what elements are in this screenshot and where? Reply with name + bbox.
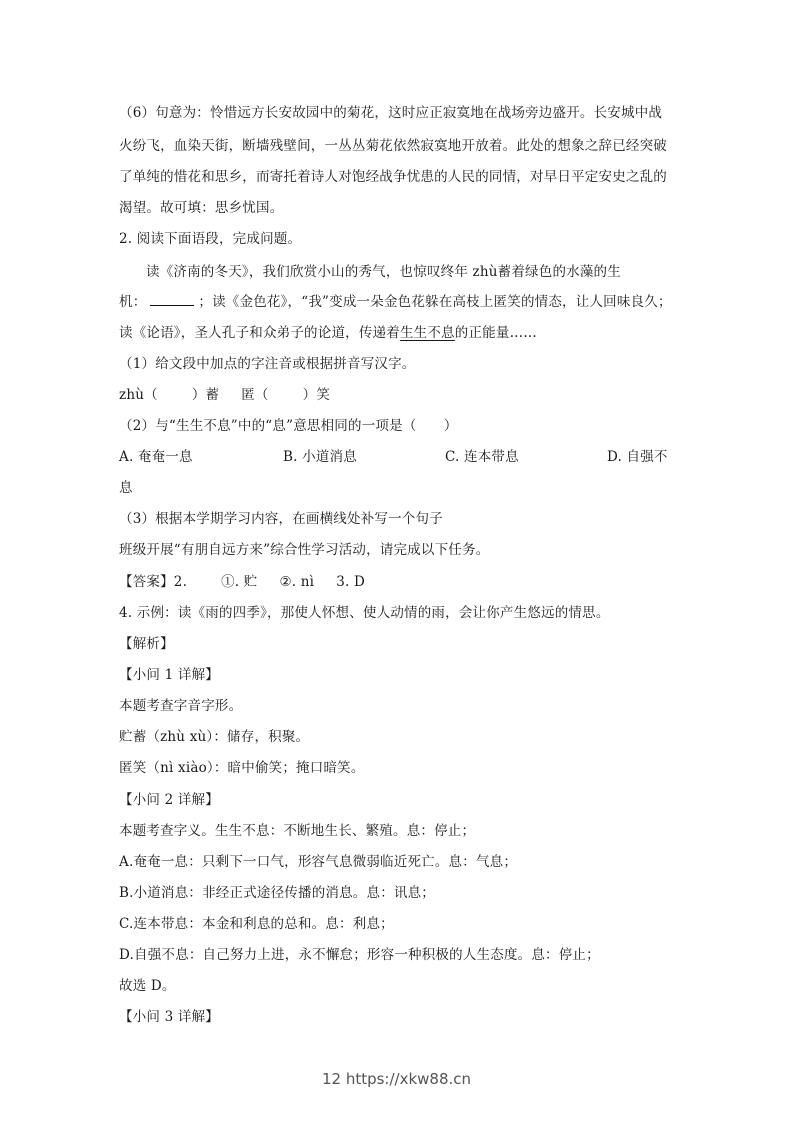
passage-line-3-pre: 读《论语》，圣人孔子和众弟子的论道，传递着 <box>119 325 400 341</box>
q3-header: 【小问 3 详解】 <box>119 1009 219 1025</box>
sub-question-1-blanks <box>119 386 679 404</box>
option-b: B. 小道消息 <box>283 449 357 465</box>
q1-line-1: 本题考查字音字形。 <box>119 698 243 714</box>
answer-2: ②. nì <box>279 574 315 590</box>
q2-line-6: 故选 D。 <box>119 978 176 994</box>
passage-line-3-post: 的正能量…… <box>454 325 537 341</box>
underlined-phrase: 生生不息 <box>399 325 455 341</box>
page-footer <box>0 1070 793 1088</box>
q2-line-1: 本题考查字义。生生不息：不断地生长、繁殖。息：停止； <box>119 823 476 839</box>
option-d: D. 自强不 <box>607 449 668 465</box>
page-number: 12 <box>321 1070 342 1088</box>
sub-question-2-prompt: （2）与“生生不息”中的“息”意思相同的一项是（ ） <box>119 418 458 434</box>
paragraph-6-line-2: 火纷飞，血染天街，断墙残壁间，一丛丛菊花依然寂寞地开放着。此处的想象之辞已经突破 <box>119 138 667 154</box>
q1-header: 【小问 1 详解】 <box>119 667 219 683</box>
q2-line-2: A.奄奄一息：只剩下一口气，形容气息微弱临近死亡。息：气息； <box>119 854 518 870</box>
sub-question-2-options <box>119 448 679 466</box>
analysis-label: 【解析】 <box>119 636 174 652</box>
paragraph-6-line-3: 了单纯的惜花和思乡，而寄托着诗人对饱经战争忧患的人民的同情，对早日平定安史之乱的 <box>119 169 667 185</box>
passage-line-2-post: ；读《金色花》，“我”变成一朵金色花躲在高枝上匿笑的情态，让人回味良久； <box>198 294 672 310</box>
fill-in-blank <box>150 293 194 306</box>
answer-label: 【答案】2. <box>119 574 188 590</box>
passage-line-1: 读《济南的冬天》，我们欣赏小山的秀气，也惊叹终年 zhù蓄着绿色的水藻的生 <box>146 264 621 280</box>
activity-text: 班级开展“有朋自远方来”综合性学习活动，请完成以下任务。 <box>119 542 490 558</box>
answer-4: 4. 示例：读《雨的四季》，那使人怀想、使人动情的雨，会让你产生悠远的情思。 <box>119 605 610 621</box>
footer-url[interactable]: https://xkw88.cn <box>345 1070 472 1088</box>
answer-1: ①. 贮 <box>221 574 258 590</box>
option-d-wrap: 息 <box>119 480 133 496</box>
option-c: C. 连本带息 <box>445 449 519 465</box>
sub-question-1-prompt: （1）给文段中加点的字注音或根据拼音写汉字。 <box>119 356 416 372</box>
blank-b-close: ）笑 <box>302 387 331 403</box>
passage-line-3 <box>119 324 679 342</box>
q2-line-4: C.连本带息：本金和利息的总和。息：利息； <box>119 916 394 932</box>
blank-a-close: ）蓄 <box>191 387 220 403</box>
passage-line-2-pre: 机： <box>119 294 147 310</box>
blank-a-open: zhù（ <box>119 387 158 403</box>
blank-b-open: 匿（ <box>241 387 269 403</box>
passage-line-2 <box>119 293 679 311</box>
sub-question-3-prompt: （3）根据本学期学习内容，在画横线处补写一个句子 <box>119 511 443 527</box>
q2-line-5: D.自强不息：自己努力上进，永不懈怠；形容一种积极的人生态度。息：停止； <box>119 947 600 963</box>
q2-header: 【小问 2 详解】 <box>119 792 219 808</box>
question-2-title: 2. 阅读下面语段，完成问题。 <box>119 231 302 247</box>
paragraph-6-line-1: （6）句意为：怜惜远方长安故园中的菊花，这时应正寂寞地在战场旁边盛开。长安城中战 <box>119 105 663 121</box>
answer-line <box>119 573 679 591</box>
q1-line-2: 贮蓄（zhù xù）：储存，积聚。 <box>119 729 310 745</box>
option-a: A. 奄奄一息 <box>119 449 193 465</box>
q1-line-3: 匿笑（nì xiào）：暗中偷笑；掩口暗笑。 <box>119 760 365 776</box>
answer-3: 3. D <box>336 574 365 590</box>
q2-line-3: B.小道消息：非经正式途径传播的消息。息：讯息； <box>119 885 436 901</box>
paragraph-6-line-4: 渴望。故可填：思乡忧国。 <box>119 200 284 216</box>
